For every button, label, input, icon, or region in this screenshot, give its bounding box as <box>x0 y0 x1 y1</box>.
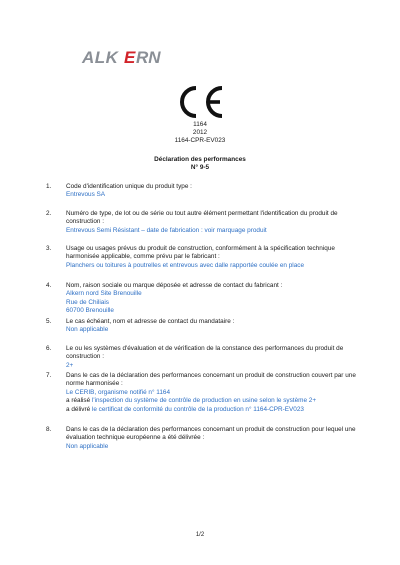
extra-prefix: a réalisé <box>66 397 92 405</box>
year: 2012 <box>192 129 208 136</box>
section-label: Usage ou usages prévus du produit de construction, conformément à la spécification technique harmonisée applicable, comme prévu par le fabricant : <box>66 245 335 261</box>
section-label: Code d'identification unique du produit type : <box>66 183 192 190</box>
document-title: Déclaration des performances <box>154 156 246 163</box>
section-value: Le CERIB, organisme notifié n° 1164 <box>66 388 171 396</box>
section-number: 4. <box>46 282 52 289</box>
svg-text:ALK: ALK <box>82 48 119 67</box>
section-number: 3. <box>46 245 52 252</box>
section-number: 5. <box>46 318 52 325</box>
section-label: Le ou les systèmes d'évaluation et de vérification de la constance des performances du produit de construction : <box>66 345 344 361</box>
svg-text:E: E <box>124 48 136 67</box>
document-number: N° 9-5 <box>190 164 210 171</box>
section-label: Dans le cas de la déclaration des performances concernant un produit de construction pour lequel une évaluation technique européenne a été délivrée : <box>66 426 356 442</box>
section-number: 6. <box>46 345 52 352</box>
section-value: Non applicable <box>66 442 109 450</box>
section-value: Entrevous Semi Résistant – date de fabrication : voir marquage produit <box>66 226 267 234</box>
section-label: Le cas échéant, nom et adresse de contact du mandataire : <box>66 318 235 325</box>
section-number: 7. <box>46 372 52 379</box>
svg-text:RN: RN <box>136 48 161 67</box>
section-number: 2. <box>46 210 52 217</box>
extra-value: le certificat de conformité du contrôle de la production n° 1164-CPR-EV023 <box>91 405 304 413</box>
certificate-reference: 1164-CPR-EV023 <box>174 137 226 144</box>
section-value: Non applicable <box>66 326 109 334</box>
section-label: Nom, raison sociale ou marque déposée et adresse de contact du fabricant : <box>66 282 283 289</box>
section-value: Entrevous SA <box>66 191 106 199</box>
section-label: Numéro de type, de lot ou de série ou tout autre élément permettant l'identification du produit de construction : <box>66 210 338 226</box>
certification-body-number: 1164 <box>193 121 207 128</box>
alkern-logo <box>78 44 178 70</box>
section-number: 1. <box>46 183 52 190</box>
section-value: Planchers ou toitures à poutrelles et entrevous avec dalle rapportée coulée en place <box>66 261 305 269</box>
section-label: Dans le cas de la déclaration des performances concernant un produit de construction couvert par une norme harmonisée : <box>66 372 356 388</box>
section-value: 2+ <box>66 361 74 369</box>
extra-prefix: a délivré <box>66 405 92 413</box>
section-value: Alkern nord Site Brenouille <box>66 290 142 298</box>
section-value: 60700 Brenouille <box>66 307 114 315</box>
extra-value: l'inspection du système de contrôle de production en usine selon le système 2+ <box>91 397 317 405</box>
section-number: 8. <box>46 426 52 433</box>
page-number: 1/2 <box>195 532 205 538</box>
section-value: Rue de Chiliais <box>66 298 109 306</box>
ce-mark-logo <box>174 84 226 120</box>
